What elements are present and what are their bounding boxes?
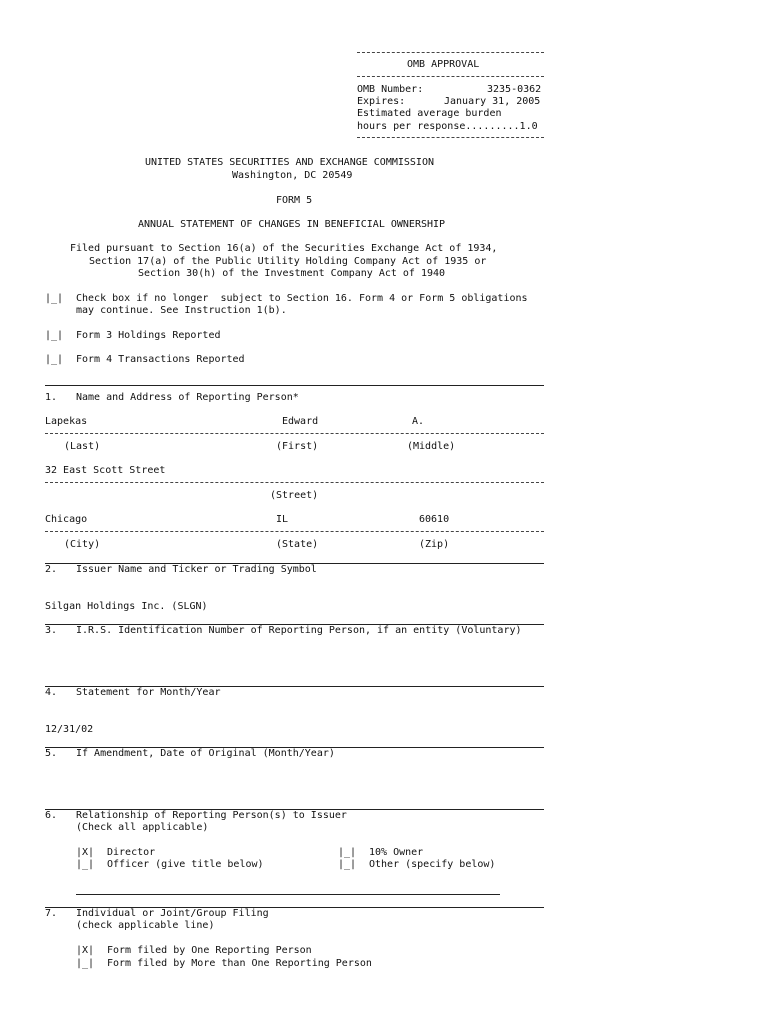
director-label: Director (107, 847, 156, 858)
city-rule (45, 531, 544, 532)
omb-number-value: 3235-0362 (487, 84, 542, 95)
section2-title: Issuer Name and Ticker or Trading Symbol (76, 564, 317, 575)
one-reporting-person-label: Form filed by One Reporting Person (107, 945, 312, 956)
ten-percent-owner-checkbox[interactable]: |_| (338, 847, 357, 858)
filed-pursuant-line1: Filed pursuant to Section 16(a) of the Securities Exchange Act of 1934, (70, 243, 498, 254)
section1-title: Name and Address of Reporting Person* (76, 392, 299, 403)
section4-number: 4. (45, 687, 58, 698)
section1-rule (45, 385, 544, 386)
omb-number-label: OMB Number: (357, 84, 424, 95)
section1-number: 1. (45, 392, 58, 403)
section3-title: I.R.S. Identification Number of Reporting Person, if an entity (Voluntary) (76, 625, 522, 636)
last-name-label: (Last) (64, 441, 101, 452)
director-checkbox[interactable]: |X| (76, 847, 95, 858)
officer-label: Officer (give title below) (107, 859, 264, 870)
street-value: 32 East Scott Street (45, 465, 166, 476)
section6-subtitle: (Check all applicable) (76, 822, 209, 833)
form3-holdings-label: Form 3 Holdings Reported (76, 330, 221, 341)
form-number: FORM 5 (276, 195, 313, 206)
form4-transactions-label: Form 4 Transactions Reported (76, 354, 245, 365)
zip-label: (Zip) (419, 539, 450, 550)
section5-number: 5. (45, 748, 58, 759)
omb-burden-line1: Estimated average burden (357, 108, 502, 119)
section4-title: Statement for Month/Year (76, 687, 221, 698)
section6-title: Relationship of Reporting Person(s) to Issuer (76, 810, 347, 821)
other-checkbox[interactable]: |_| (338, 859, 357, 870)
name-rule (45, 433, 544, 434)
middle-name-label: (Middle) (407, 441, 456, 452)
section6-number: 6. (45, 810, 58, 821)
section7-title: Individual or Joint/Group Filing (76, 908, 269, 919)
section3-number: 3. (45, 625, 58, 636)
filed-pursuant-line2: Section 17(a) of the Public Utility Holding Company Act of 1935 or (89, 256, 487, 267)
form3-holdings-checkbox[interactable]: |_| (45, 330, 64, 341)
agency-location: Washington, DC 20549 (232, 170, 353, 181)
form4-transactions-checkbox[interactable]: |_| (45, 354, 64, 365)
omb-top-rule (357, 52, 544, 53)
section5-title: If Amendment, Date of Original (Month/Year) (76, 748, 335, 759)
ten-percent-owner-label: 10% Owner (369, 847, 424, 858)
issuer-name-value: Silgan Holdings Inc. (SLGN) (45, 601, 208, 612)
other-label: Other (specify below) (369, 859, 496, 870)
state-label: (State) (276, 539, 319, 550)
statement-date-value: 12/31/02 (45, 724, 94, 735)
street-label: (Street) (270, 490, 319, 501)
section7-subtitle: (check applicable line) (76, 920, 215, 931)
omb-bottom-rule (357, 137, 544, 138)
city-label: (City) (64, 539, 101, 550)
filed-pursuant-line3: Section 30(h) of the Investment Company Act of 1940 (138, 268, 446, 279)
first-name-label: (First) (276, 441, 319, 452)
officer-checkbox[interactable]: |_| (76, 859, 95, 870)
state-value: IL (276, 514, 289, 525)
first-name-value: Edward (282, 416, 319, 427)
no-longer-subject-checkbox[interactable]: |_| (45, 293, 64, 304)
city-value: Chicago (45, 514, 88, 525)
officer-title-line[interactable] (76, 894, 500, 895)
omb-burden-line2: hours per response.........1.0 (357, 121, 538, 132)
omb-heading: OMB APPROVAL (407, 59, 480, 70)
more-reporting-persons-label: Form filed by More than One Reporting Person (107, 958, 372, 969)
section2-number: 2. (45, 564, 58, 575)
agency-name: UNITED STATES SECURITIES AND EXCHANGE COMMISSION (145, 157, 434, 168)
middle-name-value: A. (412, 416, 425, 427)
more-reporting-persons-checkbox[interactable]: |_| (76, 958, 95, 969)
no-longer-subject-label-cont: may continue. See Instruction 1(b). (76, 305, 287, 316)
last-name-value: Lapekas (45, 416, 88, 427)
omb-expires-label: Expires: (357, 96, 406, 107)
section7-number: 7. (45, 908, 58, 919)
omb-heading-rule (357, 76, 544, 77)
no-longer-subject-label: Check box if no longer subject to Section 16. Form 4 or Form 5 obligations (76, 293, 528, 304)
form-title: ANNUAL STATEMENT OF CHANGES IN BENEFICIAL OWNERSHIP (138, 219, 446, 230)
one-reporting-person-checkbox[interactable]: |X| (76, 945, 95, 956)
omb-expires-value: January 31, 2005 (444, 96, 541, 107)
zip-value: 60610 (419, 514, 450, 525)
street-rule (45, 482, 544, 483)
